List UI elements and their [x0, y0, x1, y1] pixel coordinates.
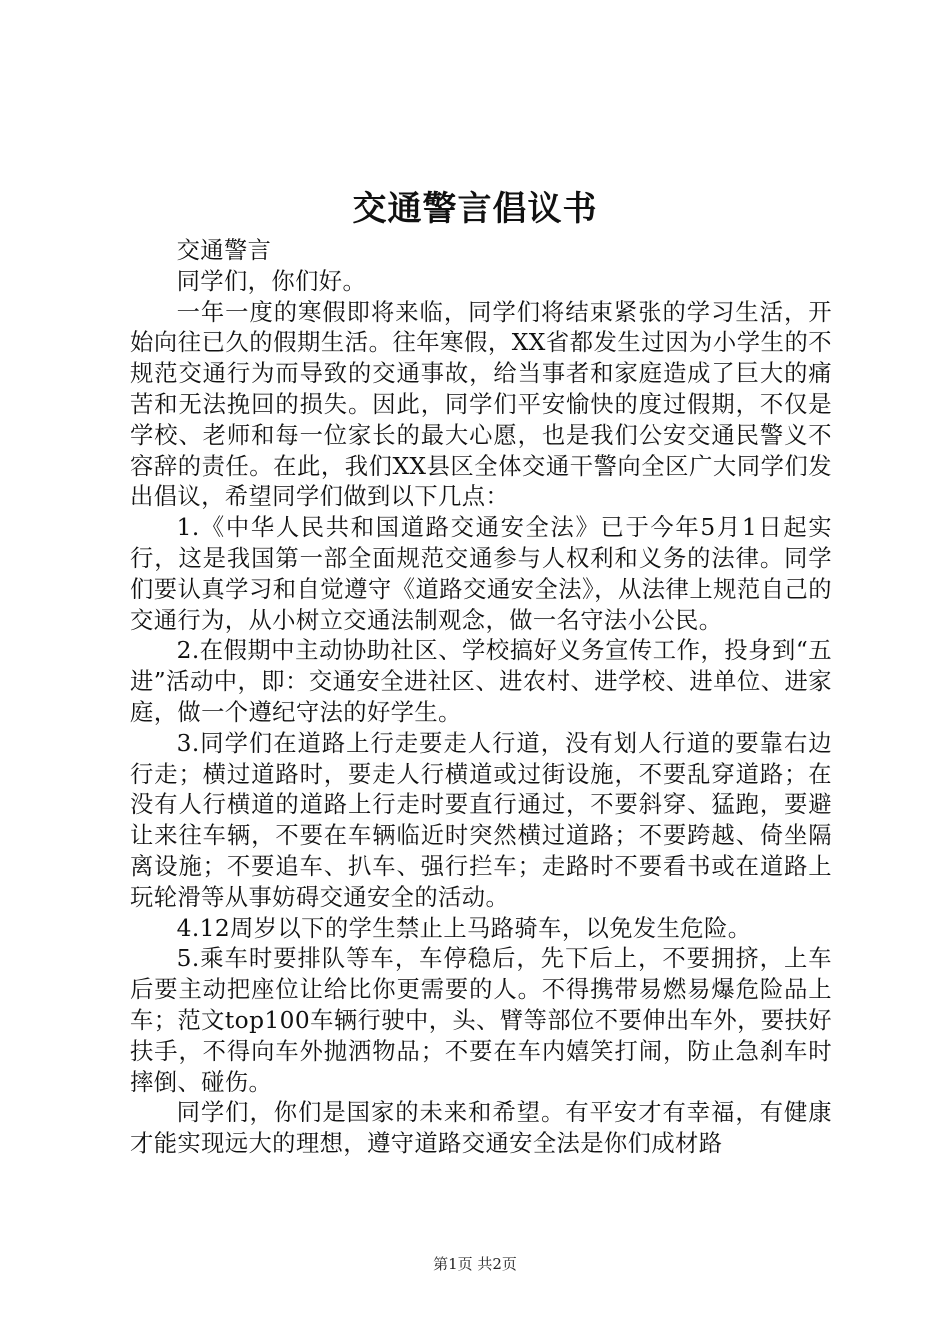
page-footer: 第1页 共2页 [433, 1255, 517, 1273]
paragraph-intro: 一年一度的寒假即将来临，同学们将结束紧张的学习生活，开始向往已久的假期生活。往年寒假，XX省都发生过因为小学生的不规范交通行为而导致的交通事故，给当事者和家庭造成了巨大的痛苦和无法挽回的损失。因此，同学们平安愉快的度过假期，不仅是学校、老师和每一位家长的最大心愿，也是我们公安交通民警义不容辞的责任。在此，我们XX县区全体交通干警向全区广大同学们发出倡议，希望同学们做到以下几点： [130, 298, 832, 511]
paragraph-closing: 同学们，你们是国家的未来和希望。有平安才有幸福，有健康才能实现远大的理想，遵守道路交通安全法是你们成材路 [130, 1099, 832, 1158]
paragraph-greeting: 同学们，你们好。 [176, 267, 367, 295]
document-body [130, 236, 832, 1160]
paragraph-item-4: 4.12周岁以下的学生禁止上马路骑车，以免发生危险。 [176, 914, 752, 942]
paragraph-item-3: 3.同学们在道路上行走要走人行道，没有划人行道的要靠右边行走；横过道路时，要走人行横道或过街设施，不要乱穿道路；在没有人行横道的道路上行走时要直行通过，不要斜穿、猛跑，要避让来往车辆，不要在车辆临近时突然横过道路；不要跨越、倚坐隔离设施；不要追车、扒车、强行拦车；走路时不要看书或在道路上玩轮滑等从事妨碍交通安全的活动。 [130, 729, 832, 911]
paragraph-item-2: 2.在假期中主动协助社区、学校搞好义务宣传工作，投身到“五进”活动中，即：交通安全进社区、进农村、进学校、进单位、进家庭，做一个遵纪守法的好学生。 [130, 637, 832, 726]
paragraph-item-1: 1.《中华人民共和国道路交通安全法》已于今年5月1日起实行，这是我国第一部全面规范交通参与人权利和义务的法律。同学们要认真学习和自觉遵守《道路交通安全法》，从法律上规范自己的交通行为，从小树立交通法制观念，做一名守法小公民。 [130, 514, 832, 634]
paragraph-item-5: 5.乘车时要排队等车，车停稳后，先下后上，不要拥挤，上车后要主动把座位让给比你更需要的人。不得携带易燃易爆危险品上车；范文top100车辆行驶中，头、臂等部位不要伸出车外，要扶好扶手，不得向车外抛洒物品；不要在车内嬉笑打闹，防止急刹车时摔倒、碰伤。 [130, 945, 832, 1096]
paragraph-heading: 交通警言 [176, 237, 272, 264]
document-title: 交通警言倡议书 [352, 189, 598, 229]
